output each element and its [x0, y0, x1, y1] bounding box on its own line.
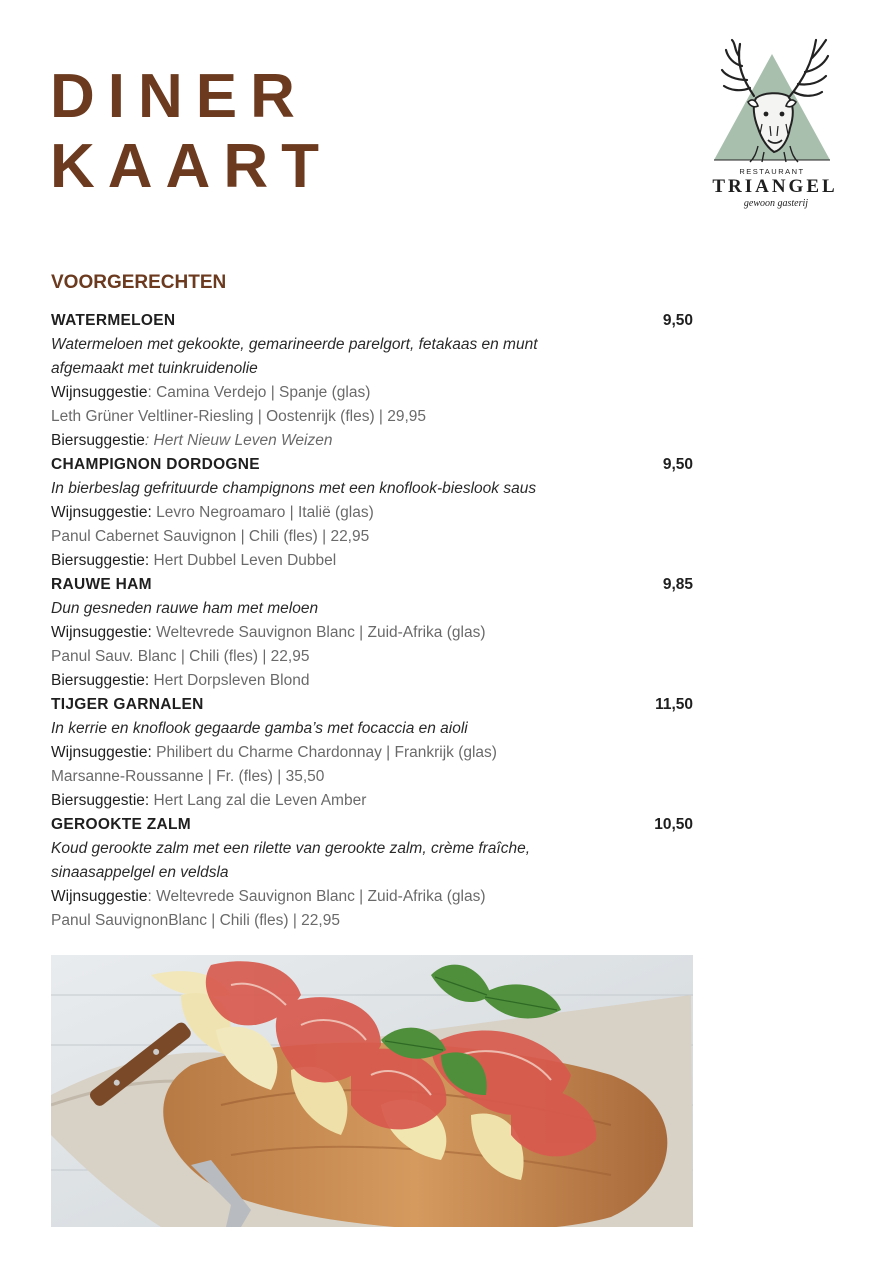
svg-text:RESTAURANT: RESTAURANT [739, 167, 805, 176]
dish-photo [51, 955, 693, 1227]
dish-price: 9,85 [662, 576, 693, 593]
menu-item [51, 453, 693, 573]
wine-suggestion [51, 885, 693, 909]
dish-header [51, 813, 693, 837]
menu-list [51, 309, 693, 933]
dish-price: 11,50 [655, 696, 693, 713]
beer-suggestion-label: Biersuggestie [51, 432, 145, 449]
beer-suggestion-value: Hert Dorpsleven Blond [149, 672, 310, 689]
menu-item [51, 693, 693, 813]
wine-bottle-suggestion: Panul SauvignonBlanc | Chili (fles) | 22,95 [51, 912, 340, 929]
dish-description: Watermeloen met gekookte, gemarineerde parelgort, fetakaas en munt [51, 336, 538, 353]
beer-suggestion-label: Biersuggestie: [51, 672, 150, 689]
dish-description: Koud gerookte zalm met een rilette van gerookte zalm, crème fraîche, [51, 840, 531, 857]
dish-name: GEROOKTE ZALM [51, 816, 191, 833]
beer-suggestion [51, 549, 693, 573]
page-title [50, 62, 332, 202]
dish-description: In bierbeslag gefrituurde champignons met een knoflook-bieslook saus [51, 480, 537, 497]
dish-price: 9,50 [662, 312, 693, 329]
dish-name: WATERMELOEN [51, 312, 176, 329]
beer-suggestion-value: : Hert Nieuw Leven Weizen [144, 432, 333, 449]
dish-header [51, 453, 693, 477]
beer-suggestion-label: Biersuggestie: [51, 552, 150, 569]
section-heading: VOORGERECHTEN [51, 272, 227, 293]
stag-head-triangle-icon [692, 36, 858, 212]
beer-suggestion-value: Hert Lang zal die Leven Amber [149, 792, 367, 809]
wine-bottle-suggestion: Leth Grüner Veltliner-Riesling | Oostenrijk (fles) | 29,95 [51, 408, 427, 425]
beer-suggestion [51, 429, 693, 453]
wine-suggestion-label: Wijnsuggestie: [51, 624, 152, 641]
dish-header [51, 309, 693, 333]
wine-suggestion-value: Levro Negroamaro | Italië (glas) [151, 504, 374, 521]
wine-suggestion [51, 381, 693, 405]
menu-item [51, 573, 693, 693]
restaurant-logo [692, 36, 858, 212]
wine-bottle-suggestion: Marsanne-Roussanne | Fr. (fles) | 35,50 [51, 768, 325, 785]
beer-suggestion [51, 669, 693, 693]
dish-description: In kerrie en knoflook gegaarde gamba’s met focaccia en aioli [51, 720, 468, 737]
svg-text:TRIANGEL: TRIANGEL [712, 176, 838, 197]
wine-bottle-suggestion: Panul Sauv. Blanc | Chili (fles) | 22,95 [51, 648, 310, 665]
menu-item [51, 813, 693, 933]
dish-price: 9,50 [662, 456, 693, 473]
menu-item [51, 309, 693, 453]
svg-text:gewoon gasterij: gewoon gasterij [743, 198, 809, 209]
title-line-1: DINER [50, 62, 308, 131]
beer-suggestion [51, 789, 693, 813]
wine-suggestion-label: Wijnsuggestie [51, 384, 148, 401]
wine-suggestion-value: : Camina Verdejo | Spanje (glas) [147, 384, 371, 401]
wine-bottle-suggestion: Panul Cabernet Sauvignon | Chili (fles) | 22,95 [51, 528, 370, 545]
wine-suggestion-value: Philibert du Charme Chardonnay | Frankrijk (glas) [151, 744, 497, 761]
wine-suggestion [51, 501, 693, 525]
dish-header [51, 573, 693, 597]
prosciutto-melon-photo [51, 955, 693, 1227]
beer-suggestion-value: Hert Dubbel Leven Dubbel [149, 552, 337, 569]
dish-header [51, 693, 693, 717]
wine-suggestion [51, 741, 693, 765]
wine-suggestion-label: Wijnsuggestie [51, 888, 148, 905]
wine-suggestion-label: Wijnsuggestie: [51, 504, 152, 521]
dish-name: TIJGER GARNALEN [51, 696, 204, 713]
dish-description: afgemaakt met tuinkruidenolie [51, 360, 258, 377]
dish-description: Dun gesneden rauwe ham met meloen [51, 600, 319, 617]
dish-description: sinaasappelgel en veldsla [51, 864, 229, 881]
beer-suggestion-label: Biersuggestie: [51, 792, 150, 809]
wine-suggestion-value: : Weltevrede Sauvignon Blanc | Zuid-Afrika (glas) [147, 888, 486, 905]
dish-name: CHAMPIGNON DORDOGNE [51, 456, 260, 473]
title-line-2: KAART [50, 132, 332, 201]
wine-suggestion [51, 621, 693, 645]
dish-price: 10,50 [654, 816, 693, 833]
dish-name: RAUWE HAM [51, 576, 152, 593]
wine-suggestion-label: Wijnsuggestie: [51, 744, 152, 761]
wine-suggestion-value: Weltevrede Sauvignon Blanc | Zuid-Afrika (glas) [151, 624, 486, 641]
